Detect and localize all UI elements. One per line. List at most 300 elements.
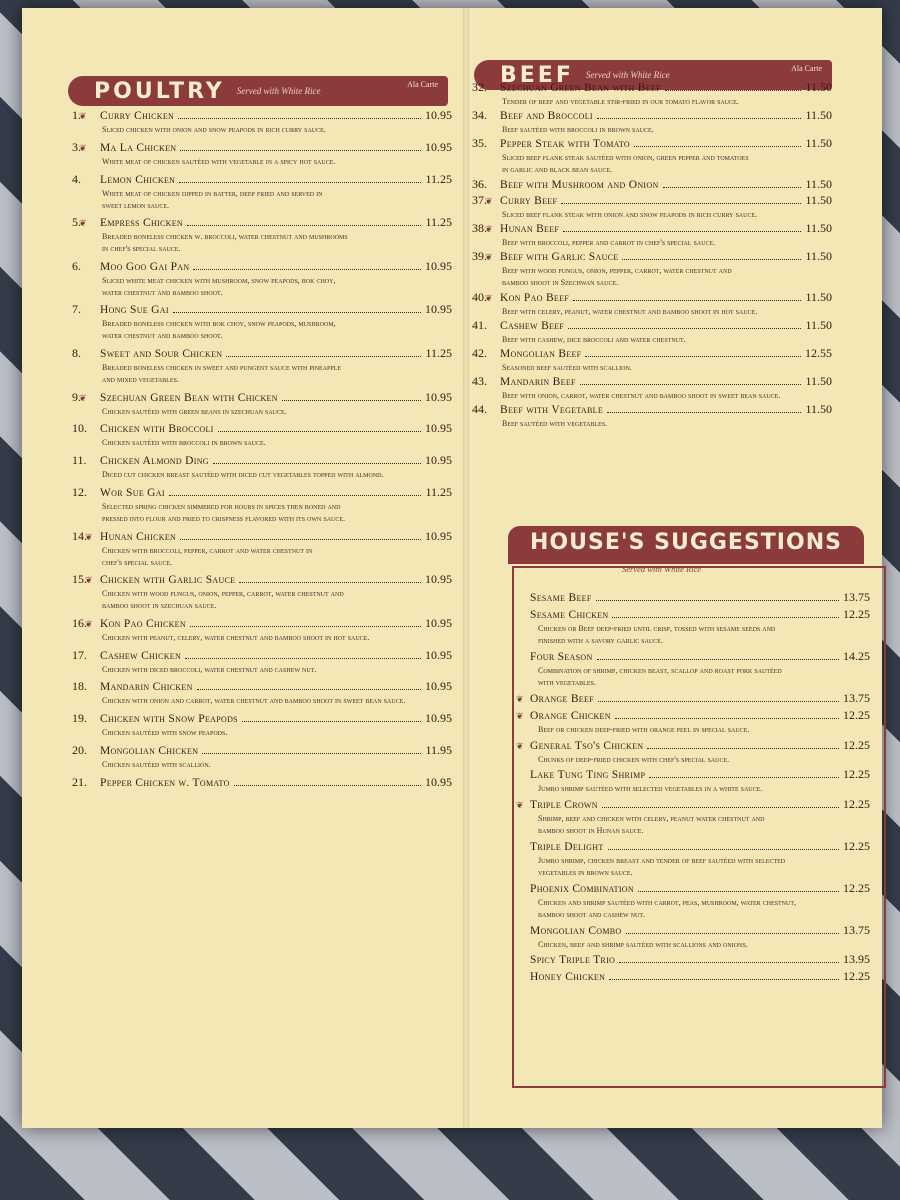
item-name: Chicken with Broccoli bbox=[100, 423, 214, 436]
item-description: Beef or chicken deep-fried with orange peel in special sauce. bbox=[538, 725, 750, 734]
item-description: pressed into flour and fried to crispness flavored with its own sauce. bbox=[102, 514, 346, 523]
menu-item bbox=[516, 796, 870, 836]
item-price: 13.95 bbox=[843, 952, 870, 966]
leader-dots bbox=[665, 90, 802, 91]
menu-item-row bbox=[530, 923, 870, 938]
leader-dots bbox=[634, 146, 801, 147]
hot-pepper-icon: ❦ bbox=[485, 252, 493, 263]
item-description: vegetables in brown sauce. bbox=[538, 867, 633, 877]
leader-dots bbox=[597, 118, 802, 119]
leader-dots bbox=[178, 118, 421, 119]
item-description: Seasoned beef sautéed with scallion. bbox=[502, 363, 632, 372]
item-number: 9.❦ bbox=[72, 389, 87, 404]
item-description: Chicken sautéed with broccoli in brown sauce. bbox=[102, 438, 266, 448]
item-price: 10.95 bbox=[425, 302, 452, 317]
menu-item-row bbox=[72, 346, 452, 361]
hot-pepper-icon: ❦ bbox=[85, 575, 93, 586]
item-description: water chestnut and bamboo shoot. bbox=[102, 287, 223, 297]
item-price: 13.75 bbox=[843, 922, 870, 937]
item-number: 6. bbox=[72, 258, 81, 273]
menu-item-row bbox=[516, 737, 870, 753]
item-price: 14.25 bbox=[843, 649, 870, 663]
item-description: Sliced beef flank steak with onion and snow peapods in rich curry sauce. bbox=[502, 209, 758, 219]
item-price: 12.25 bbox=[843, 767, 870, 781]
item-description: Combination of shrimp, chicken beast, scallop and roast pork sautéed bbox=[538, 666, 782, 675]
item-price: 10.95 bbox=[425, 421, 452, 436]
leader-dots bbox=[187, 225, 421, 226]
item-price: 10.95 bbox=[425, 258, 452, 273]
menu-item-row bbox=[72, 172, 452, 187]
menu-item-row bbox=[72, 215, 452, 230]
hot-pepper-icon: ❦ bbox=[79, 218, 87, 229]
item-name: Chicken Almond Ding bbox=[100, 455, 209, 468]
menu-item bbox=[530, 969, 870, 984]
menu-item bbox=[472, 136, 832, 175]
item-name: Sesame Chicken bbox=[530, 609, 609, 621]
leader-dots bbox=[169, 495, 422, 496]
menu-item-row bbox=[472, 318, 832, 333]
menu-item bbox=[72, 259, 452, 298]
item-price: 10.95 bbox=[425, 139, 452, 154]
item-price: 13.75 bbox=[843, 590, 870, 604]
item-description: Chicken, beef and shrimp sautéed with scallions and onions. bbox=[538, 939, 748, 949]
item-description: Jumbo shrimp, chicken breast and tender of beef sautéed with selected bbox=[538, 855, 786, 865]
item-price: 10.95 bbox=[425, 108, 452, 122]
item-price: 11.50 bbox=[805, 289, 832, 304]
item-price: 10.95 bbox=[425, 679, 452, 694]
item-name: Curry Beef bbox=[500, 194, 558, 207]
leader-dots bbox=[282, 400, 421, 401]
item-description: chef's special sauce. bbox=[102, 557, 173, 567]
item-price: 11.95 bbox=[425, 743, 452, 757]
leader-dots bbox=[597, 659, 839, 660]
menu-item bbox=[516, 691, 870, 706]
menu-item-row bbox=[530, 767, 870, 782]
house-subtitle: Served with White Rice bbox=[622, 564, 702, 574]
item-name: Cashew Chicken bbox=[100, 649, 182, 662]
item-number: 41. bbox=[472, 317, 487, 332]
item-name: Ma La Chicken bbox=[100, 141, 177, 154]
poultry-banner bbox=[68, 76, 448, 106]
item-name: Mongolian Chicken bbox=[100, 745, 199, 757]
item-description: and mixed vegetables. bbox=[102, 375, 179, 384]
item-price: 12.25 bbox=[843, 607, 870, 621]
menu-item-row bbox=[530, 969, 870, 984]
item-name: Beef with Mushroom and Onion bbox=[500, 178, 659, 191]
menu-item-row bbox=[530, 590, 870, 605]
leader-dots bbox=[580, 384, 802, 385]
item-name: Mandarin Chicken bbox=[100, 681, 193, 694]
item-number: 16.❦ bbox=[72, 615, 93, 630]
menu-item bbox=[472, 193, 832, 220]
item-name: Lake Tung Ting Shrimp bbox=[530, 769, 646, 781]
leader-dots bbox=[568, 328, 801, 329]
item-name: Orange Chicken bbox=[530, 710, 611, 722]
item-description: finished with a savory garlic sauce. bbox=[538, 636, 663, 645]
leader-dots bbox=[218, 431, 421, 432]
hot-pepper-icon: ❦ bbox=[516, 799, 524, 810]
item-description: Beef with wood fungus, onion, pepper, carrot, water chestnut and bbox=[502, 266, 732, 276]
item-number: 40.❦ bbox=[472, 289, 493, 304]
item-name: Pepper Chicken w. Tomato bbox=[100, 776, 230, 789]
leader-dots bbox=[179, 182, 421, 183]
leader-dots bbox=[626, 933, 840, 934]
menu-item bbox=[472, 221, 832, 248]
leader-dots bbox=[239, 582, 421, 583]
item-price: 10.95 bbox=[425, 774, 452, 789]
menu-item bbox=[472, 374, 832, 401]
item-price: 11.50 bbox=[805, 317, 832, 332]
menu-item bbox=[472, 80, 832, 107]
item-description: bamboo shoot in Hunan sauce. bbox=[538, 825, 644, 835]
poultry-ala-carte: Ala Carte bbox=[407, 80, 438, 89]
menu-item bbox=[72, 108, 452, 135]
leader-dots bbox=[663, 187, 802, 188]
item-description: Chicken sautéed with snow peapods. bbox=[102, 728, 228, 738]
item-name: Chicken with Snow Peapods bbox=[100, 713, 238, 726]
item-number: 19. bbox=[72, 711, 87, 726]
leader-dots bbox=[180, 539, 421, 540]
item-price: 13.75 bbox=[843, 691, 870, 705]
beef-subtitle: Served with White Rice bbox=[585, 70, 670, 80]
item-description: Chunks of deep-fried chicken with chef's special sauce. bbox=[538, 754, 730, 764]
menu-item bbox=[530, 881, 870, 920]
item-price: 11.50 bbox=[805, 176, 832, 191]
item-description: bamboo shoot in Szechwan sauce. bbox=[502, 278, 619, 288]
item-name: Empress Chicken bbox=[100, 217, 183, 230]
leader-dots bbox=[607, 412, 801, 413]
leader-dots bbox=[242, 721, 421, 722]
item-number: 7. bbox=[72, 302, 81, 317]
item-name: Mongolian Beef bbox=[500, 348, 582, 360]
item-number: 39.❦ bbox=[472, 249, 493, 264]
item-number: 38.❦ bbox=[472, 221, 493, 235]
menu-item-row bbox=[72, 572, 452, 587]
item-description: Chicken sautéed with green beans in szechuan sauce. bbox=[102, 406, 287, 416]
item-number: 3.❦ bbox=[72, 139, 87, 154]
item-name: Sesame Beef bbox=[530, 592, 592, 604]
item-description: Beef with cashew, dice broccoli and water chestnut. bbox=[502, 334, 686, 344]
item-price: 11.50 bbox=[805, 108, 832, 123]
menu-item-row bbox=[72, 259, 452, 274]
leader-dots bbox=[193, 269, 421, 270]
menu-item bbox=[530, 607, 870, 646]
menu-item bbox=[530, 590, 870, 605]
house-banner bbox=[508, 526, 864, 564]
item-name: Triple Crown bbox=[530, 798, 598, 811]
item-description: bamboo shoot and cashew nut. bbox=[538, 909, 646, 919]
item-description: Breaded boneless chicken with bok choy, snow peapods, mushroom, bbox=[102, 319, 336, 329]
menu-item bbox=[72, 743, 452, 770]
item-description: Chicken with broccoli, pepper, carrot and water chestnut in bbox=[102, 545, 313, 555]
item-number: 5.❦ bbox=[72, 215, 87, 230]
menu-item bbox=[472, 402, 832, 429]
item-name: Spicy Triple Trio bbox=[530, 954, 616, 966]
item-number: 37.❦ bbox=[472, 192, 493, 207]
item-number: 1.❦ bbox=[72, 108, 87, 122]
menu-item bbox=[530, 952, 870, 967]
menu-item bbox=[530, 839, 870, 878]
item-description: Beef with broccoli, pepper and carrot in chef's special sauce. bbox=[502, 238, 716, 247]
item-description: White meat of chicken sautéed with vegetable in a spicy hot sauce. bbox=[102, 156, 336, 166]
item-name: Triple Delight bbox=[530, 840, 604, 853]
menu-item-row bbox=[72, 390, 452, 405]
menu-item-row bbox=[72, 421, 452, 436]
item-name: Beef and Broccoli bbox=[500, 110, 593, 123]
item-description: Tender of beef and vegetable stir-fried in our tomato flavor sauce. bbox=[502, 97, 739, 106]
item-price: 11.50 bbox=[805, 374, 832, 389]
menu-item bbox=[72, 679, 452, 706]
hot-pepper-icon: ❦ bbox=[79, 111, 87, 121]
menu-item-row bbox=[530, 839, 870, 854]
item-description: with vegetables. bbox=[538, 678, 596, 687]
item-number: 42. bbox=[472, 346, 487, 360]
leader-dots bbox=[573, 300, 801, 301]
item-description: bamboo shoot in szechuan sauce. bbox=[102, 601, 217, 611]
menu-item bbox=[72, 346, 452, 385]
item-price: 10.95 bbox=[425, 453, 452, 468]
hot-pepper-icon: ❦ bbox=[79, 392, 87, 403]
menu-item-row bbox=[472, 402, 832, 417]
leader-dots bbox=[561, 203, 801, 204]
item-number: 8. bbox=[72, 346, 81, 360]
item-price: 12.25 bbox=[843, 969, 870, 983]
menu-item bbox=[72, 215, 452, 254]
menu-item-row bbox=[472, 136, 832, 151]
leader-dots bbox=[615, 718, 839, 719]
item-price: 12.25 bbox=[843, 708, 870, 722]
leader-dots bbox=[190, 626, 421, 627]
leader-dots bbox=[608, 849, 839, 850]
hot-pepper-icon: ❦ bbox=[485, 195, 493, 206]
menu-item-row bbox=[472, 249, 832, 264]
menu-item-row bbox=[530, 881, 870, 896]
item-name: Kon Pao Chicken bbox=[100, 617, 186, 630]
item-description: Sliced beef flank steak sautéed with onion, green pepper and tomatoes bbox=[502, 153, 749, 163]
item-price: 10.95 bbox=[425, 389, 452, 404]
item-description: Breaded boneless chicken w. broccoli, water chestnut and mushrooms bbox=[102, 232, 348, 242]
menu-item bbox=[72, 711, 452, 738]
leader-dots bbox=[609, 979, 839, 980]
item-description: Shrimp, beef and chicken with celery, peanut water chestnut and bbox=[538, 813, 765, 823]
beef-title: BEEF bbox=[500, 62, 574, 88]
item-number: 14.❦ bbox=[72, 528, 93, 543]
hot-pepper-icon: ❦ bbox=[79, 142, 87, 153]
menu-item-row bbox=[72, 485, 452, 500]
item-number: 35. bbox=[472, 136, 487, 151]
item-name: Beef with Vegetable bbox=[500, 404, 604, 417]
leader-dots bbox=[197, 689, 421, 690]
item-price: 10.95 bbox=[425, 711, 452, 726]
leader-dots bbox=[585, 356, 801, 357]
leader-dots bbox=[563, 231, 801, 232]
hot-pepper-icon: ❦ bbox=[516, 740, 524, 751]
item-name: Mandarin Beef bbox=[500, 376, 576, 389]
menu-item bbox=[72, 140, 452, 167]
menu-item-row bbox=[530, 607, 870, 622]
house-title: HOUSE'S SUGGESTIONS bbox=[530, 530, 842, 555]
menu-item-row bbox=[72, 648, 452, 663]
leader-dots bbox=[173, 312, 421, 313]
item-number: 17. bbox=[72, 647, 87, 662]
menu-item-row bbox=[530, 649, 870, 664]
leader-dots bbox=[596, 600, 839, 601]
item-name: Pepper Steak with Tomato bbox=[500, 138, 630, 151]
hot-pepper-icon: ❦ bbox=[485, 224, 493, 234]
item-description: Beef sautéed with broccoli in brown sauce. bbox=[502, 125, 654, 135]
item-name: Curry Chicken bbox=[100, 110, 175, 122]
item-price: 11.25 bbox=[425, 171, 452, 186]
item-number: 36. bbox=[472, 176, 487, 191]
item-description: White meat of chicken dipped in batter, deep fried and served in bbox=[102, 188, 323, 198]
menu-item bbox=[72, 453, 452, 480]
leader-dots bbox=[185, 658, 421, 659]
item-price: 12.25 bbox=[843, 880, 870, 895]
item-description: Chicken or Beef deep-fried until crisp, tossed with sesame seeds and bbox=[538, 624, 776, 633]
menu-item-row bbox=[472, 290, 832, 305]
item-price: 11.50 bbox=[805, 136, 832, 151]
item-description: Diced cut chicken breast sautéed with diced cut vegetables topped with almond. bbox=[102, 470, 384, 480]
item-price: 12.25 bbox=[843, 796, 870, 811]
item-name: Hunan Beef bbox=[500, 223, 560, 235]
menu-item-row bbox=[472, 346, 832, 361]
beef-ala-carte: Ala Carte bbox=[791, 64, 822, 73]
page-fold bbox=[463, 8, 469, 1128]
item-price: 11.50 bbox=[805, 80, 832, 94]
menu-item-row bbox=[472, 221, 832, 236]
leader-dots bbox=[213, 463, 421, 464]
leader-dots bbox=[180, 150, 421, 151]
menu-item-row bbox=[472, 80, 832, 95]
item-description: Chicken with peanut, celery, water chestnut and bamboo shoot in hot sauce. bbox=[102, 632, 370, 642]
item-name: Phoenix Combination bbox=[530, 882, 634, 895]
item-description: sweet lemon sauce. bbox=[102, 200, 169, 210]
leader-dots bbox=[622, 259, 801, 260]
item-price: 11.50 bbox=[805, 192, 832, 207]
menu-item bbox=[472, 249, 832, 288]
menu-item-row bbox=[472, 193, 832, 208]
item-description: Jumbo shrimp sautéed with selected vegetables in a white sauce. bbox=[538, 784, 763, 793]
menu-item bbox=[72, 421, 452, 448]
item-name: Chicken with Garlic Sauce bbox=[100, 574, 236, 587]
item-price: 10.95 bbox=[425, 615, 452, 630]
menu-item bbox=[516, 708, 870, 735]
menu-page bbox=[22, 8, 882, 1128]
menu-item-row bbox=[72, 529, 452, 544]
menu-item bbox=[530, 767, 870, 794]
item-name: Moo Goo Gai Pan bbox=[100, 260, 190, 273]
item-number: 20. bbox=[72, 743, 87, 757]
menu-item bbox=[72, 302, 452, 341]
leader-dots bbox=[619, 962, 839, 963]
item-number: 10. bbox=[72, 421, 87, 436]
poultry-title: POULTRY bbox=[94, 78, 225, 104]
leader-dots bbox=[234, 785, 421, 786]
item-name: Beef with Garlic Sauce bbox=[500, 251, 619, 264]
menu-item-row bbox=[516, 708, 870, 723]
item-price: 10.95 bbox=[425, 647, 452, 662]
item-name: Hong Sue Gai bbox=[100, 304, 169, 317]
menu-item-row bbox=[530, 952, 870, 967]
menu-item bbox=[72, 485, 452, 524]
hot-pepper-icon: ❦ bbox=[516, 711, 524, 721]
item-name: General Tso's Chicken bbox=[530, 739, 644, 752]
menu-item-row bbox=[72, 302, 452, 317]
hot-pepper-icon: ❦ bbox=[516, 694, 524, 704]
menu-item bbox=[72, 572, 452, 611]
item-price: 11.50 bbox=[805, 221, 832, 235]
menu-item bbox=[472, 290, 832, 317]
item-description: Chicken and shrimp sautéed with carrot, peas, mushroom, water chestnut, bbox=[538, 897, 797, 907]
item-name: Honey Chicken bbox=[530, 971, 606, 983]
item-description: water chestnut and bamboo shoot. bbox=[102, 331, 223, 341]
menu-item bbox=[516, 737, 870, 765]
item-price: 11.50 bbox=[805, 402, 832, 417]
menu-item-row bbox=[472, 177, 832, 192]
leader-dots bbox=[226, 356, 421, 357]
item-description: Beef sautéed with vegetables. bbox=[502, 419, 608, 429]
item-number: 4. bbox=[72, 171, 81, 186]
item-number: 12. bbox=[72, 485, 87, 499]
menu-item bbox=[472, 318, 832, 345]
item-number: 18. bbox=[72, 679, 87, 694]
item-price: 10.95 bbox=[425, 528, 452, 543]
poultry-subtitle: Served with White Rice bbox=[236, 86, 321, 96]
item-name: Sweet and Sour Chicken bbox=[100, 348, 223, 360]
item-description: Breaded boneless chicken in sweet and pungent sauce with pineapple bbox=[102, 363, 341, 372]
item-name: Szechuan Green Bean with Beef bbox=[500, 82, 661, 94]
menu-item-row bbox=[516, 796, 870, 812]
item-price: 11.25 bbox=[425, 346, 452, 360]
item-number: 44. bbox=[472, 402, 487, 417]
item-name: Mongolian Combo bbox=[530, 924, 622, 937]
item-number: 21. bbox=[72, 774, 87, 789]
item-description: Selected spring chicken simmered for hours in spices then boned and bbox=[102, 502, 341, 511]
menu-item bbox=[472, 177, 832, 192]
item-name: Wor Sue Gai bbox=[100, 487, 165, 499]
menu-item bbox=[530, 649, 870, 688]
menu-item bbox=[72, 390, 452, 417]
item-price: 11.25 bbox=[425, 485, 452, 499]
item-description: Chicken with onion and carrot, water chestnut and bamboo shoot in sweet bean sauce. bbox=[102, 696, 406, 706]
leader-dots bbox=[649, 777, 839, 778]
leader-dots bbox=[598, 701, 839, 702]
menu-item-row bbox=[72, 711, 452, 726]
menu-item-row bbox=[472, 374, 832, 389]
menu-item bbox=[530, 923, 870, 950]
menu-item-row bbox=[72, 679, 452, 694]
hot-pepper-icon: ❦ bbox=[485, 292, 493, 303]
item-name: Kon Pao Beef bbox=[500, 291, 570, 304]
item-number: 11. bbox=[72, 453, 87, 468]
item-number: 32. bbox=[472, 80, 487, 94]
menu-item-row bbox=[72, 108, 452, 123]
leader-dots bbox=[202, 753, 421, 754]
item-price: 10.95 bbox=[425, 572, 452, 587]
item-name: Orange Beef bbox=[530, 693, 594, 705]
item-description: Beef with onion, carrot, water chestnut and bamboo shoot in sweet bean sauce. bbox=[502, 391, 781, 401]
item-price: 12.25 bbox=[843, 737, 870, 752]
item-number: 34. bbox=[472, 108, 487, 123]
menu-item bbox=[72, 529, 452, 568]
item-name: Four Season bbox=[530, 651, 593, 663]
menu-item bbox=[72, 616, 452, 643]
item-description: in garlic and black bean sauce. bbox=[502, 165, 613, 175]
hot-pepper-icon: ❦ bbox=[85, 618, 93, 629]
item-description: Chicken with wood fungus, onion, pepper, carrot, water chestnut and bbox=[102, 589, 344, 599]
menu-item-row bbox=[72, 140, 452, 155]
leader-dots bbox=[612, 617, 839, 618]
